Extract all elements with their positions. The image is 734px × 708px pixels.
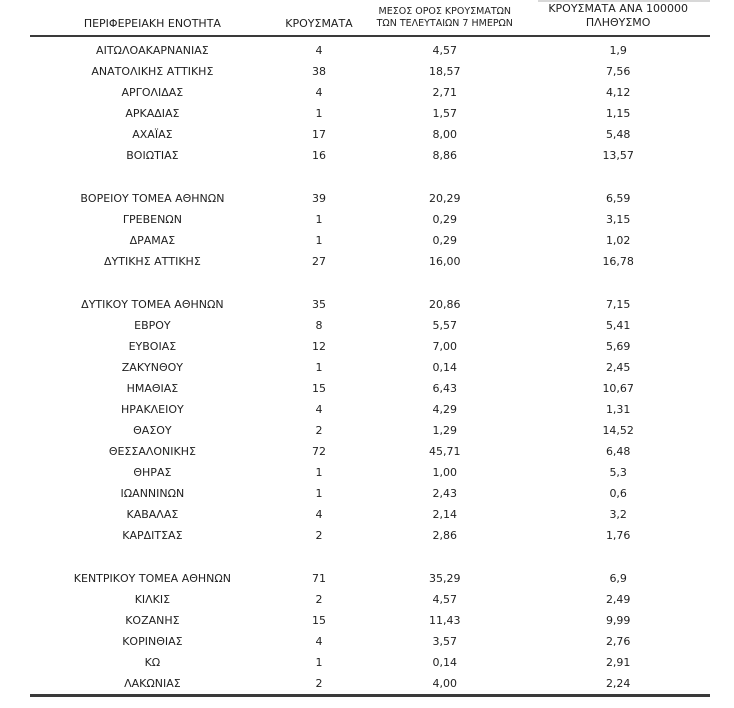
region-cell: ΑΙΤΩΛΟΑΚΑΡΝΑΝΙΑΣ [96, 43, 209, 57]
region-cell: ΘΑΣΟΥ [133, 423, 172, 437]
per100k-cell: 6,48 [605, 444, 631, 458]
cases-cell: 2 [315, 676, 323, 690]
cases-cell: 35 [311, 297, 326, 311]
table-row [30, 399, 710, 420]
per100k-cell: 7,15 [605, 297, 631, 311]
region-cell: ΗΡΑΚΛΕΙΟΥ [121, 402, 184, 416]
per100k-cell: 2,45 [605, 360, 631, 374]
per100k-cell: 4,12 [605, 85, 631, 99]
avg7-cell: 8,00 [432, 127, 458, 141]
cases-cell: 4 [315, 634, 323, 648]
avg7-cell: 2,43 [432, 486, 458, 500]
region-cell: ΑΝΑΤΟΛΙΚΗΣ ΑΤΤΙΚΗΣ [91, 64, 214, 78]
table-row [30, 357, 710, 378]
region-cell: ΔΥΤΙΚΟΥ ΤΟΜΕΑ ΑΘΗΝΩΝ [81, 297, 224, 311]
per100k-cell: 1,76 [605, 528, 631, 542]
per100k-cell: 16,78 [602, 254, 634, 268]
table-row [30, 568, 710, 589]
cases-cell: 15 [311, 613, 326, 627]
per100k-cell: 10,67 [602, 381, 634, 395]
region-cell: ΕΒΡΟΥ [134, 318, 171, 332]
region-cell: ΘΗΡΑΣ [133, 465, 172, 479]
region-cell: ΚΩ [144, 655, 161, 669]
table-row [30, 294, 710, 315]
region-cell: ΑΧΑΪΑΣ [132, 127, 173, 141]
header-avg7-line1: ΜΕΣΟΣ ΟΡΟΣ ΚΡΟΥΣΜΑΤΩΝ [378, 5, 512, 17]
region-cell: ΖΑΚΥΝΘΟΥ [121, 360, 184, 374]
per100k-cell: 6,59 [605, 191, 631, 205]
per100k-cell: 3,15 [605, 212, 631, 226]
table-row [30, 483, 710, 504]
header-avg7-last-7-days [363, 2, 526, 36]
table-row [30, 462, 710, 483]
table-row [30, 124, 710, 145]
per100k-cell: 5,3 [609, 465, 627, 479]
cases-cell: 17 [311, 127, 326, 141]
per100k-cell: 14,52 [602, 423, 634, 437]
group-spacer-cell [30, 166, 710, 188]
region-cell: ΙΩΑΝΝΙΝΩΝ [120, 486, 185, 500]
table-row [30, 610, 710, 631]
table-row [30, 441, 710, 462]
group-spacer-row [30, 272, 710, 294]
cases-cell: 16 [311, 148, 326, 162]
avg7-cell: 2,71 [432, 85, 458, 99]
per100k-cell: 2,49 [605, 592, 631, 606]
region-cell: ΓΡΕΒΕΝΩΝ [122, 212, 182, 226]
avg7-cell: 0,14 [432, 360, 458, 374]
table-row [30, 673, 710, 696]
cases-cell: 4 [315, 85, 323, 99]
cases-cell: 1 [315, 486, 323, 500]
cases-cell: 1 [315, 360, 323, 374]
avg7-cell: 4,57 [432, 43, 458, 57]
table-row [30, 631, 710, 652]
region-cell: ΚΑΒΑΛΑΣ [126, 507, 179, 521]
per100k-cell: 1,31 [605, 402, 631, 416]
per100k-cell: 7,56 [605, 64, 631, 78]
cases-cell: 1 [315, 655, 323, 669]
header-avg7-line2: ΤΩΝ ΤΕΛΕΥΤΑΙΩΝ 7 ΗΜΕΡΩΝ [376, 18, 513, 30]
avg7-cell: 16,00 [429, 254, 461, 268]
region-cell: ΔΥΤΙΚΗΣ ΑΤΤΙΚΗΣ [104, 254, 201, 268]
table-row [30, 230, 710, 251]
group-spacer-cell [30, 272, 710, 294]
cases-cell: 15 [311, 381, 326, 395]
table-row [30, 188, 710, 209]
per100k-cell: 6,9 [609, 571, 627, 585]
cases-cell: 1 [315, 465, 323, 479]
per100k-cell: 9,99 [605, 613, 631, 627]
group-spacer-row [30, 166, 710, 188]
cases-cell: 12 [311, 339, 326, 353]
group-spacer-row [30, 546, 710, 568]
avg7-cell: 7,00 [432, 339, 458, 353]
cases-cell: 2 [315, 423, 323, 437]
table-row [30, 315, 710, 336]
region-cell: ΛΑΚΩΝΙΑΣ [124, 676, 181, 690]
table-row [30, 504, 710, 525]
group-spacer-cell [30, 546, 710, 568]
per100k-cell: 2,91 [605, 655, 631, 669]
table-row [30, 378, 710, 399]
cases-cell: 2 [315, 528, 323, 542]
avg7-cell: 1,00 [432, 465, 458, 479]
table-row [30, 251, 710, 272]
avg7-cell: 3,57 [432, 634, 458, 648]
avg7-cell: 1,57 [432, 106, 458, 120]
cases-cell: 4 [315, 402, 323, 416]
cases-cell: 4 [315, 43, 323, 57]
region-cell: ΒΟΡΕΙΟΥ ΤΟΜΕΑ ΑΘΗΝΩΝ [80, 191, 225, 205]
per100k-cell: 13,57 [602, 148, 634, 162]
region-cell: ΚΕΝΤΡΙΚΟΥ ΤΟΜΕΑ ΑΘΗΝΩΝ [73, 571, 232, 585]
per100k-cell: 1,9 [609, 43, 627, 57]
table-row [30, 145, 710, 166]
avg7-cell: 5,57 [432, 318, 458, 332]
cases-cell: 4 [315, 507, 323, 521]
per100k-cell: 2,76 [605, 634, 631, 648]
header-cases: ΚΡΟΥΣΜΑΤΑ [275, 2, 363, 36]
region-cell: ΕΥΒΟΙΑΣ [128, 339, 177, 353]
cases-cell: 27 [311, 254, 326, 268]
cases-cell: 1 [315, 212, 323, 226]
cases-cell: 2 [315, 592, 323, 606]
per100k-cell: 1,02 [605, 233, 631, 247]
cases-cell: 8 [315, 318, 323, 332]
region-cell: ΒΟΙΩΤΙΑΣ [126, 148, 179, 162]
per100k-cell: 1,15 [605, 106, 631, 120]
avg7-cell: 11,43 [429, 613, 461, 627]
table-row [30, 103, 710, 124]
cases-cell: 71 [311, 571, 326, 585]
table-row [30, 420, 710, 441]
header-per100k-line2: ΠΛΗΘΥΣΜΟ [585, 16, 651, 30]
table-header-row [30, 2, 710, 36]
region-cell: ΑΡΚΑΔΙΑΣ [125, 106, 180, 120]
cases-cell: 39 [311, 191, 326, 205]
avg7-cell: 20,29 [429, 191, 461, 205]
table-row [30, 525, 710, 546]
per100k-cell: 5,48 [605, 127, 631, 141]
region-cell: ΘΕΣΣΑΛΟΝΙΚΗΣ [108, 444, 196, 458]
region-cell: ΚΑΡΔΙΤΣΑΣ [122, 528, 183, 542]
header-region: ΠΕΡΙΦΕΡΕΙΑΚΗ ΕΝΟΤΗΤΑ [30, 2, 275, 36]
cases-cell: 1 [315, 106, 323, 120]
region-cell: ΚΙΛΚΙΣ [134, 592, 171, 606]
avg7-cell: 4,57 [432, 592, 458, 606]
avg7-cell: 2,86 [432, 528, 458, 542]
cases-cell: 1 [315, 233, 323, 247]
avg7-cell: 45,71 [429, 444, 461, 458]
regional-cases-table-container [30, 2, 710, 697]
avg7-cell: 0,29 [432, 233, 458, 247]
avg7-cell: 8,86 [432, 148, 458, 162]
table-row [30, 209, 710, 230]
per100k-cell: 5,41 [605, 318, 631, 332]
header-per-100k-population [526, 2, 710, 36]
avg7-cell: 6,43 [432, 381, 458, 395]
avg7-cell: 2,14 [432, 507, 458, 521]
region-cell: ΑΡΓΟΛΙΔΑΣ [121, 85, 184, 99]
table-body [30, 36, 710, 696]
per100k-cell: 0,6 [609, 486, 627, 500]
avg7-cell: 0,29 [432, 212, 458, 226]
table-row [30, 652, 710, 673]
region-cell: ΚΟΡΙΝΘΙΑΣ [122, 634, 183, 648]
table-row [30, 82, 710, 103]
avg7-cell: 18,57 [429, 64, 461, 78]
table-row [30, 336, 710, 357]
table-row [30, 589, 710, 610]
avg7-cell: 35,29 [429, 571, 461, 585]
cases-cell: 38 [311, 64, 326, 78]
region-cell: ΗΜΑΘΙΑΣ [126, 381, 179, 395]
table-row [30, 36, 710, 61]
table-row [30, 61, 710, 82]
region-cell: ΔΡΑΜΑΣ [129, 233, 176, 247]
per100k-cell: 5,69 [605, 339, 631, 353]
regional-cases-table [30, 2, 710, 697]
avg7-cell: 1,29 [432, 423, 458, 437]
per100k-cell: 2,24 [605, 676, 631, 690]
region-cell: ΚΟΖΑΝΗΣ [125, 613, 180, 627]
avg7-cell: 4,29 [432, 402, 458, 416]
per100k-cell: 3,2 [609, 507, 627, 521]
header-per100k-line1: ΚΡΟΥΣΜΑΤΑ ΑΝΑ 100000 [548, 2, 689, 15]
avg7-cell: 0,14 [432, 655, 458, 669]
cases-cell: 72 [311, 444, 326, 458]
avg7-cell: 20,86 [429, 297, 461, 311]
avg7-cell: 4,00 [432, 676, 458, 690]
